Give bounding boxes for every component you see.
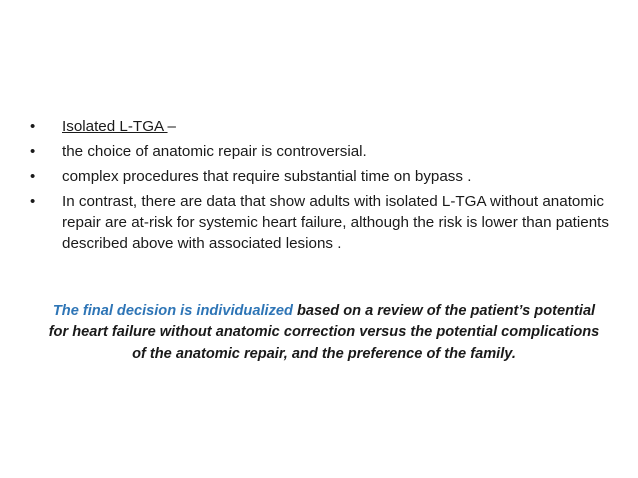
bullet-item-anatomic-repair <box>30 141 610 162</box>
bullet-item-contrast <box>30 191 610 254</box>
conclusion-highlight: The final decision is individualized <box>52 302 293 319</box>
conclusion-paragraph <box>44 301 604 366</box>
bullet-item-isolated-ltga <box>30 116 610 137</box>
bullet-item-bypass <box>30 166 610 187</box>
bullet-marker: • <box>30 168 36 185</box>
bullet-heading-dash: – <box>167 118 176 135</box>
bullet-marker: • <box>30 118 36 135</box>
bullet-text: In contrast, there are data that show adults with isolated L-TGA without anatomic repair are at-risk for systemic heart failure, although the risk is lower than patients described above with associated lesions . <box>62 193 609 252</box>
bullet-marker: • <box>30 193 36 210</box>
bullet-list <box>30 116 610 258</box>
conclusion-text: based on a review of the patient’s potential for heart failure without anatomic correction versus the potential complications of the anatomic repair, and the preference of the family. <box>48 302 600 362</box>
bullet-text: the choice of anatomic repair is controversial. <box>62 143 367 160</box>
bullet-marker: • <box>30 143 36 160</box>
bullet-text: complex procedures that require substantial time on bypass . <box>62 168 472 185</box>
bullet-heading: Isolated L-TGA <box>62 118 168 135</box>
